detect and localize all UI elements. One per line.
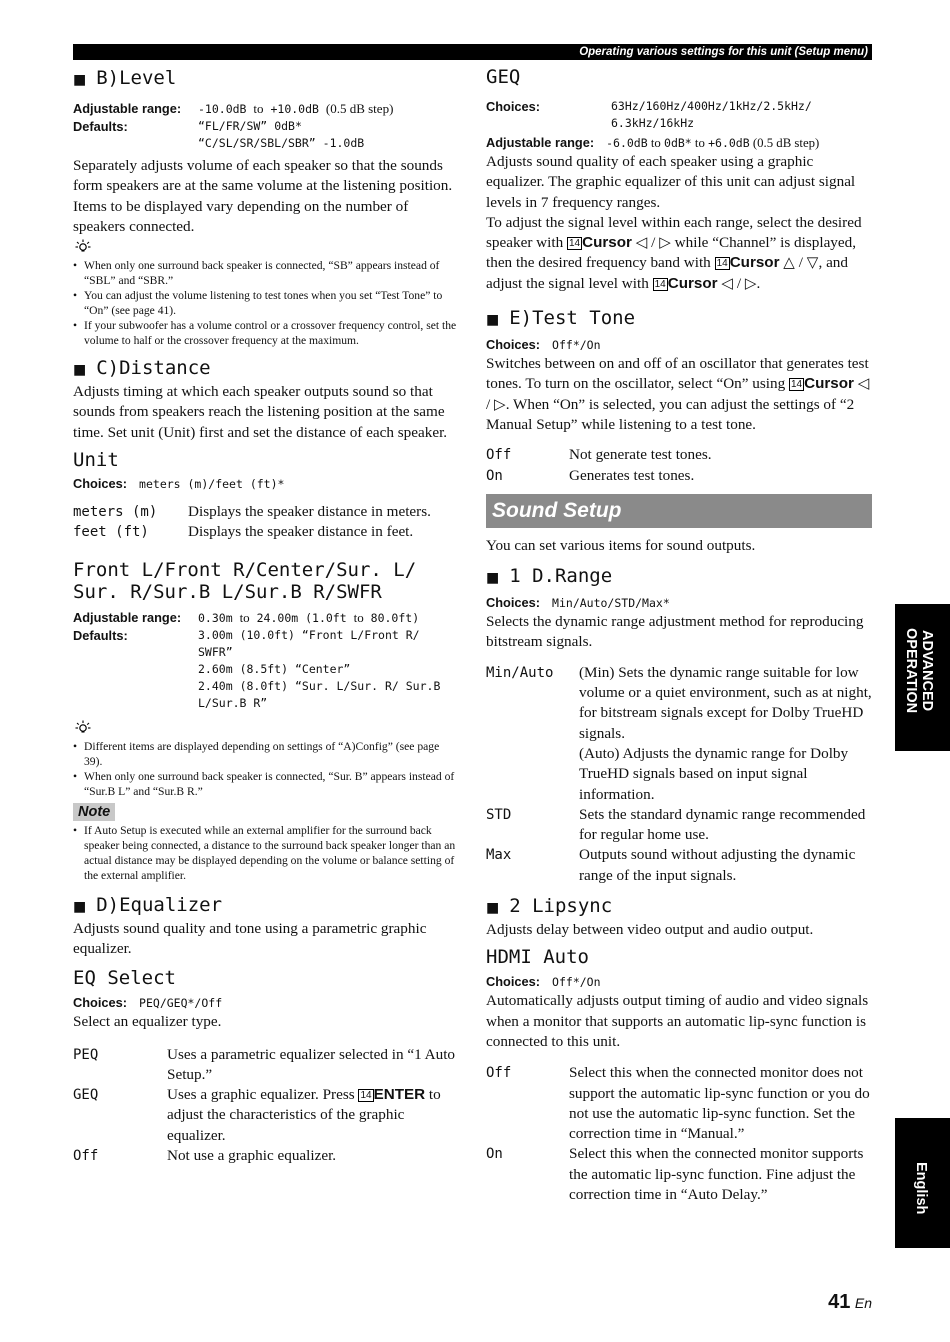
term: Off	[73, 1148, 99, 1165]
default-ft: (8.0ft)	[239, 678, 289, 693]
term: feet (ft)	[73, 524, 149, 541]
geq-instructions	[486, 213, 872, 294]
defaults-label: Defaults:	[73, 119, 128, 134]
definition: Not generate test tones.	[569, 446, 712, 464]
term: Off	[486, 447, 512, 464]
default-channels: “Front L/Front R/ SWFR”	[198, 627, 420, 659]
range-label: Adjustable range:	[73, 609, 182, 625]
note-item: • If Auto Setup is executed while an external amplifier for the surround back speaker being connected, a distance to the surround back speaker longer than an actual distance may be displayed depending on the volume or balance setting of the external amplifier.	[73, 823, 459, 883]
to-word: to	[694, 136, 705, 150]
default-2-value: -1.0dB	[322, 136, 365, 150]
to-word: to	[239, 609, 250, 625]
unit-definitions	[73, 502, 459, 543]
side-tab-advanced-operation	[895, 604, 950, 751]
text: To adjust the signal level within each range, select the desired speaker with	[486, 213, 862, 252]
level-specs	[73, 100, 459, 152]
note-label: Note	[73, 803, 115, 821]
range-from: -10.0dB	[198, 102, 247, 116]
equalizer-description: Adjusts sound quality and tone using a parametric graphic equalizer.	[73, 919, 427, 957]
heading-text: D)Equalizer	[96, 893, 223, 916]
side-tab-english	[895, 1118, 950, 1248]
drange-choices	[486, 594, 872, 612]
default-3	[198, 678, 459, 712]
text: ◁ / ▷.	[721, 274, 761, 292]
def-text: Uses a graphic equalizer. Press	[167, 1086, 355, 1104]
cursor-key-label: Cursor	[804, 375, 854, 393]
subheading-geq: GEQ	[486, 66, 521, 88]
heading-text: E)Test Tone	[509, 307, 636, 330]
square-bullet-icon: ■	[486, 312, 500, 329]
definition: (Min) Sets the dynamic range suitable for low volume or a quiet environment, such as at night, for bitstream signals except for Dolby TrueHD signals.	[579, 663, 872, 742]
page-header-title: Operating various settings for this unit (Setup menu)	[579, 46, 868, 58]
default-1-channels: “FL/FR/SW”	[198, 119, 268, 133]
cursor-key-label: Cursor	[667, 274, 718, 292]
heading-line: Front L/Front R/Center/Sur. L/	[73, 558, 417, 581]
definition: Displays the speaker distance in feet.	[188, 523, 414, 541]
choices-line: 63Hz/160Hz/400Hz/1kHz/2.5kHz/	[611, 99, 812, 113]
choices-value: Min/Auto/STD/Max*	[552, 596, 670, 611]
term: meters (m)	[73, 504, 158, 521]
geq-specs	[486, 98, 872, 132]
range-ft-to: 80.0ft)	[370, 610, 420, 625]
range-to: +10.0dB	[270, 102, 319, 116]
range-step: (0.5 dB step)	[325, 101, 394, 116]
tip-lightbulb-icon	[75, 239, 91, 253]
square-bullet-icon: ■	[486, 570, 500, 587]
default-2	[198, 135, 459, 152]
drange-definitions	[486, 663, 872, 886]
definition	[167, 1085, 459, 1146]
heading-text: 2 Lipsync	[509, 895, 613, 918]
text: ◁ / ▷. When “On” is selected, you can adjust the settings of “2 Manual Setup” while listening to a test tone.	[486, 375, 870, 433]
page-number	[828, 1291, 872, 1314]
page-header-bar	[73, 44, 872, 60]
term: GEQ	[73, 1087, 99, 1104]
default-channels: “Center”	[294, 661, 351, 676]
range-value	[198, 609, 459, 627]
tip-item: • If your subwoofer has a volume control or a crossover frequency control, set the volume to half or the crossover frequency at the maximum.	[73, 318, 459, 348]
term: PEQ	[73, 1046, 99, 1063]
range-ft: (1.0ft	[305, 610, 347, 625]
remote-key-number: 14	[360, 1090, 372, 1102]
hdmiauto-choices	[486, 973, 872, 991]
definition: Uses a parametric equalizer selected in “1 Auto Setup.”	[167, 1045, 456, 1083]
choices-label: Choices:	[486, 99, 541, 114]
tip-item: • You can adjust the volume listening to test tones when you set “Test Tone” to “On” (see page 41).	[73, 288, 459, 318]
choices-label: Choices:	[73, 995, 128, 1011]
to-word: to	[353, 609, 364, 625]
page-language: En	[854, 1295, 872, 1311]
term: Min/Auto	[486, 664, 554, 681]
choices-label: Choices:	[486, 595, 541, 611]
text: Switches between on and off of an oscillator that generates test tones. To turn on the oscillator, select “On” using	[486, 355, 869, 393]
testtone-description	[486, 354, 872, 435]
subheading-eq-select: EQ Select	[73, 967, 176, 990]
to-word: to	[253, 101, 264, 116]
choices-value	[611, 98, 872, 132]
default-ft: (10.0ft)	[239, 627, 295, 642]
eqselect-description: Select an equalizer type.	[73, 1013, 222, 1031]
cursor-key-label: Cursor	[582, 234, 632, 252]
right-column	[486, 66, 872, 1205]
range-step: (0.5 dB step)	[752, 136, 820, 150]
level-tips-list	[73, 258, 459, 348]
side-tab-label: English	[913, 1162, 929, 1215]
remote-key-number: 14	[791, 379, 803, 391]
section-banner-sound-setup: Sound Setup	[486, 494, 872, 528]
range-from: 0.30m	[198, 610, 233, 625]
square-bullet-icon: ■	[486, 900, 500, 917]
geq-description: Adjusts sound quality of each speaker using a graphic equalizer. The graphic equalizer of this unit can adjust signal levels in 7 frequency ranges.	[486, 153, 856, 211]
term: Off	[486, 1065, 512, 1082]
tip-item: • When only one surround back speaker is connected, “SB” appears instead of “SBL” and “SBR.”	[73, 258, 459, 288]
remote-key-number: 14	[716, 258, 728, 270]
text: ◁ / ▷ while “Channel” is displayed, then the desired frequency band with	[486, 234, 857, 272]
choices-value: Off*/On	[552, 338, 601, 353]
speakers-specs	[73, 609, 459, 712]
range-label: Adjustable range:	[486, 135, 595, 150]
term: On	[486, 467, 503, 484]
range-label: Adjustable range:	[73, 101, 182, 116]
choices-value: meters (m)/feet (ft)*	[139, 477, 285, 492]
default-1	[198, 118, 459, 135]
definition: (Auto) Adjusts the dynamic range for Dolby TrueHD signals based on input signal information.	[579, 744, 849, 803]
default-value: 2.60m	[198, 661, 233, 676]
term: Max	[486, 847, 512, 864]
range-from: -6.0dB	[606, 136, 648, 150]
default-value: 2.40m	[198, 678, 233, 693]
section-heading-d-range	[486, 564, 872, 590]
choices-label: Choices:	[486, 337, 541, 353]
speakers-tips-list	[73, 739, 459, 799]
choices-label: Choices:	[73, 476, 128, 492]
sound-setup-intro: You can set various items for sound outputs.	[486, 536, 756, 554]
range-value	[198, 100, 459, 118]
to-word: to	[650, 136, 661, 150]
lipsync-description: Adjusts delay between video output and audio output.	[486, 921, 814, 939]
tab-line: ADVANCED	[919, 630, 935, 712]
definition: Generates test tones.	[569, 466, 695, 484]
term	[486, 744, 579, 805]
hdmiauto-definitions	[486, 1063, 872, 1205]
default-1-value: 0dB*	[274, 119, 302, 133]
section-heading-distance	[73, 356, 459, 382]
default-2	[198, 661, 459, 678]
default-value: 3.00m	[198, 627, 233, 642]
heading-text: 1 D.Range	[509, 565, 613, 588]
testtone-choices	[486, 336, 872, 354]
tip-item: • When only one surround back speaker is connected, “Sur. B” appears instead of “Sur.B L” and “Sur.B R.”	[73, 769, 459, 799]
section-heading-test-tone	[486, 306, 872, 332]
geq-range	[486, 134, 872, 152]
hdmiauto-description: Automatically adjusts output timing of audio and video signals when a monitor that supports an automatic lip-sync function is connected to this unit.	[486, 992, 869, 1050]
subheading-hdmi-auto: HDMI Auto	[486, 946, 589, 969]
default-ft: (8.5ft)	[239, 661, 289, 676]
choices-line: 6.3kHz/16kHz	[611, 116, 695, 130]
testtone-definitions	[486, 445, 872, 486]
term: On	[486, 1146, 503, 1163]
choices-label: Choices:	[486, 974, 541, 990]
definition: Select this when the connected monitor does not support the automatic lip-sync function or you do not use the automatic lip-sync function. Set the correction time in “Manual.”	[569, 1064, 870, 1143]
tip-item: • Different items are displayed depending on settings of “A)Config” (see page 39).	[73, 739, 459, 769]
square-bullet-icon: ■	[73, 72, 87, 88]
distance-description: Adjusts timing at which each speaker outputs sound so that sounds from speakers reach the listening position at the same time. Set unit (Unit) first and set the distance of each speaker.	[73, 383, 448, 441]
defaults-label: Defaults:	[73, 627, 128, 643]
heading-line: Sur. R/Sur.B L/Sur.B R/SWFR	[73, 580, 382, 603]
left-column	[73, 66, 459, 1166]
definition: Not use a graphic equalizer.	[167, 1147, 337, 1165]
section-heading-equalizer	[73, 893, 459, 919]
square-bullet-icon: ■	[73, 898, 87, 915]
default-2-channels: “C/SL/SR/SBL/SBR”	[198, 136, 316, 150]
choices-value: PEQ/GEQ*/Off	[139, 996, 223, 1011]
tip-lightbulb-icon	[75, 720, 91, 734]
square-bullet-icon: ■	[73, 362, 87, 379]
enter-key-label: ENTER	[373, 1086, 426, 1104]
choices-value: Off*/On	[552, 975, 601, 990]
level-description: Separately adjusts volume of each speaker so that the sounds form speakers are at the same volume at the listening position. Items to be displayed vary depending on the number of speakers connected.	[73, 157, 453, 235]
section-heading-lipsync	[486, 894, 872, 920]
heading-text: B)Level	[96, 67, 177, 89]
cursor-key-label: Cursor	[729, 254, 780, 272]
unit-choices	[73, 475, 459, 493]
notes-list	[73, 823, 459, 883]
def-text: to adjust the characteristics of the graphic equalizer.	[167, 1086, 441, 1144]
section-heading-level	[73, 66, 459, 92]
subheading-unit: Unit	[73, 449, 119, 472]
default-1	[198, 627, 459, 661]
drange-description: Selects the dynamic range adjustment method for reproducing bitstream signals.	[486, 613, 864, 651]
term: STD	[486, 806, 512, 823]
tab-line: OPERATION	[903, 628, 919, 714]
subheading-speakers	[73, 559, 459, 603]
default-channels: “Sur. L/Sur. R/ Sur.B L/Sur.B R”	[198, 678, 441, 710]
definition: Select this when the connected monitor supports the automatic lip-sync function. Fine adjust the correction time in “Auto Delay.”	[569, 1145, 864, 1203]
definition: Outputs sound without adjusting the dynamic range of the input signals.	[579, 846, 856, 884]
remote-key-number: 14	[654, 278, 666, 290]
range-mid: 0dB*	[664, 136, 692, 150]
heading-text: C)Distance	[96, 357, 211, 380]
definition: Sets the standard dynamic range recommended for regular home use.	[579, 805, 866, 844]
definition: Displays the speaker distance in meters.	[188, 503, 431, 521]
page-number-value: 41	[828, 1291, 851, 1313]
range-to: +6.0dB	[708, 136, 750, 150]
range-to: 24.00m	[256, 610, 299, 625]
remote-key-number: 14	[568, 238, 581, 250]
text: △ / ▽, and adjust the signal level with	[486, 254, 848, 292]
eqselect-definitions	[73, 1045, 459, 1167]
eqselect-choices	[73, 994, 459, 1012]
side-tab-label	[903, 628, 935, 713]
